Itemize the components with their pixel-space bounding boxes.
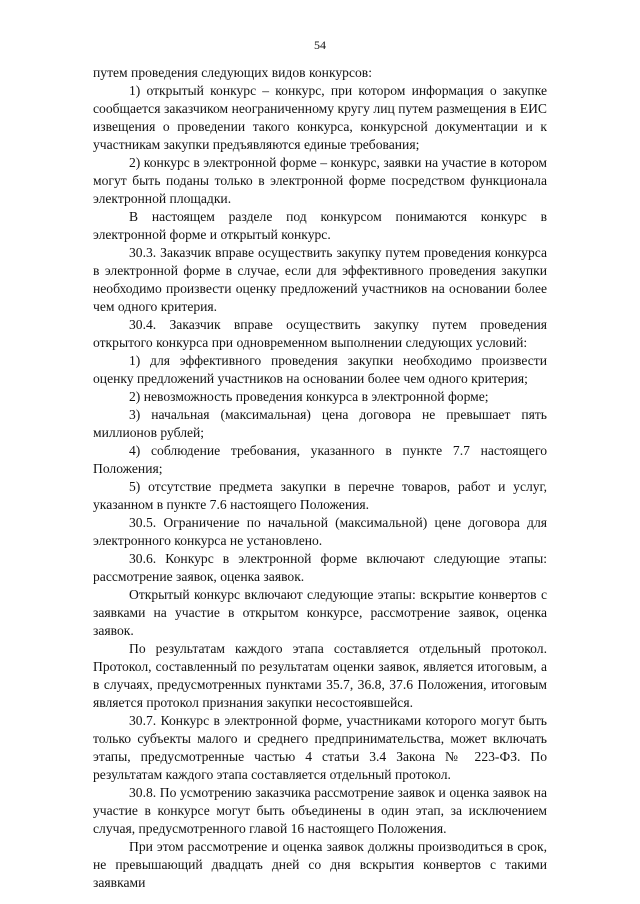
paragraph: 1) открытый конкурс – конкурс, при котором информация о закупке сообщается заказчиком неограниченному кругу лиц путем размещения в ЕИС извещения о проведении такого конкурса, конкурсной документации и к участникам закупки предъявляются единые требования; xyxy=(93,83,547,152)
paragraph: По результатам каждого этапа составляется отдельный протокол. Протокол, составленный по результатам оценки заявок, является итоговым, а в случаях, предусмотренных пунктами 35.7, 36.8, 37.6 Положения, итоговым является протокол признания закупки несостоявшейся. xyxy=(93,641,547,710)
paragraph: 30.3. Заказчик вправе осуществить закупку путем проведения конкурса в электронной форме в случае, если для эффективного проведения закупки необходимо произвести оценку предложений участников на основании более чем одного критерия. xyxy=(93,245,547,314)
paragraph: 4) соблюдение требования, указанного в пункте 7.7 настоящего Положения; xyxy=(93,443,547,476)
paragraph: 2) невозможность проведения конкурса в электронной форме; xyxy=(129,389,489,404)
paragraph: В настоящем разделе под конкурсом понимаются конкурс в электронной форме и открытый конкурс. xyxy=(93,209,547,242)
paragraph: При этом рассмотрение и оценка заявок должны производиться в срок, не превышающий двадцать дней со дня вскрытия конвертов с такими заявками xyxy=(93,839,547,890)
paragraph: путем проведения следующих видов конкурсов: xyxy=(93,65,372,80)
paragraph: 30.5. Ограничение по начальной (максимальной) цене договора для электронного конкурса не установлено. xyxy=(93,515,547,548)
page-number: 54 xyxy=(314,38,326,52)
paragraph: 2) конкурс в электронной форме – конкурс, заявки на участие в котором могут быть поданы только в электронной форме посредством функционала электронной площадки. xyxy=(93,155,547,206)
paragraph: 30.6. Конкурс в электронной форме включают следующие этапы: рассмотрение заявок, оценка заявок. xyxy=(93,551,547,584)
paragraph: 30.4. Заказчик вправе осуществить закупку путем проведения открытого конкурса при одновременном выполнении следующих условий: xyxy=(93,317,547,350)
paragraph: 30.8. По усмотрению заказчика рассмотрение заявок и оценка заявок на участие в конкурсе могут быть объединены в один этап, за исключением случая, предусмотренного главой 16 настоящего Положения. xyxy=(93,785,547,836)
paragraph: 3) начальная (максимальная) цена договора не превышает пять миллионов рублей; xyxy=(93,407,547,440)
document-body xyxy=(93,64,547,892)
paragraph: 1) для эффективного проведения закупки необходимо произвести оценку предложений участников на основании более чем одного критерия; xyxy=(93,353,547,386)
paragraph: 5) отсутствие предмета закупки в перечне товаров, работ и услуг, указанном в пункте 7.6 настоящего Положения. xyxy=(93,479,547,512)
paragraph: 30.7. Конкурс в электронной форме, участниками которого могут быть только субъекты малого и среднего предпринимательства, может включать этапы, предусмотренные частью 4 статьи 3.4 Закона № 223-ФЗ. По результатам каждого этапа составляется отдельный протокол. xyxy=(93,713,547,782)
paragraph: Открытый конкурс включают следующие этапы: вскрытие конвертов с заявками на участие в открытом конкурсе, рассмотрение заявок, оценка заявок. xyxy=(93,587,547,638)
